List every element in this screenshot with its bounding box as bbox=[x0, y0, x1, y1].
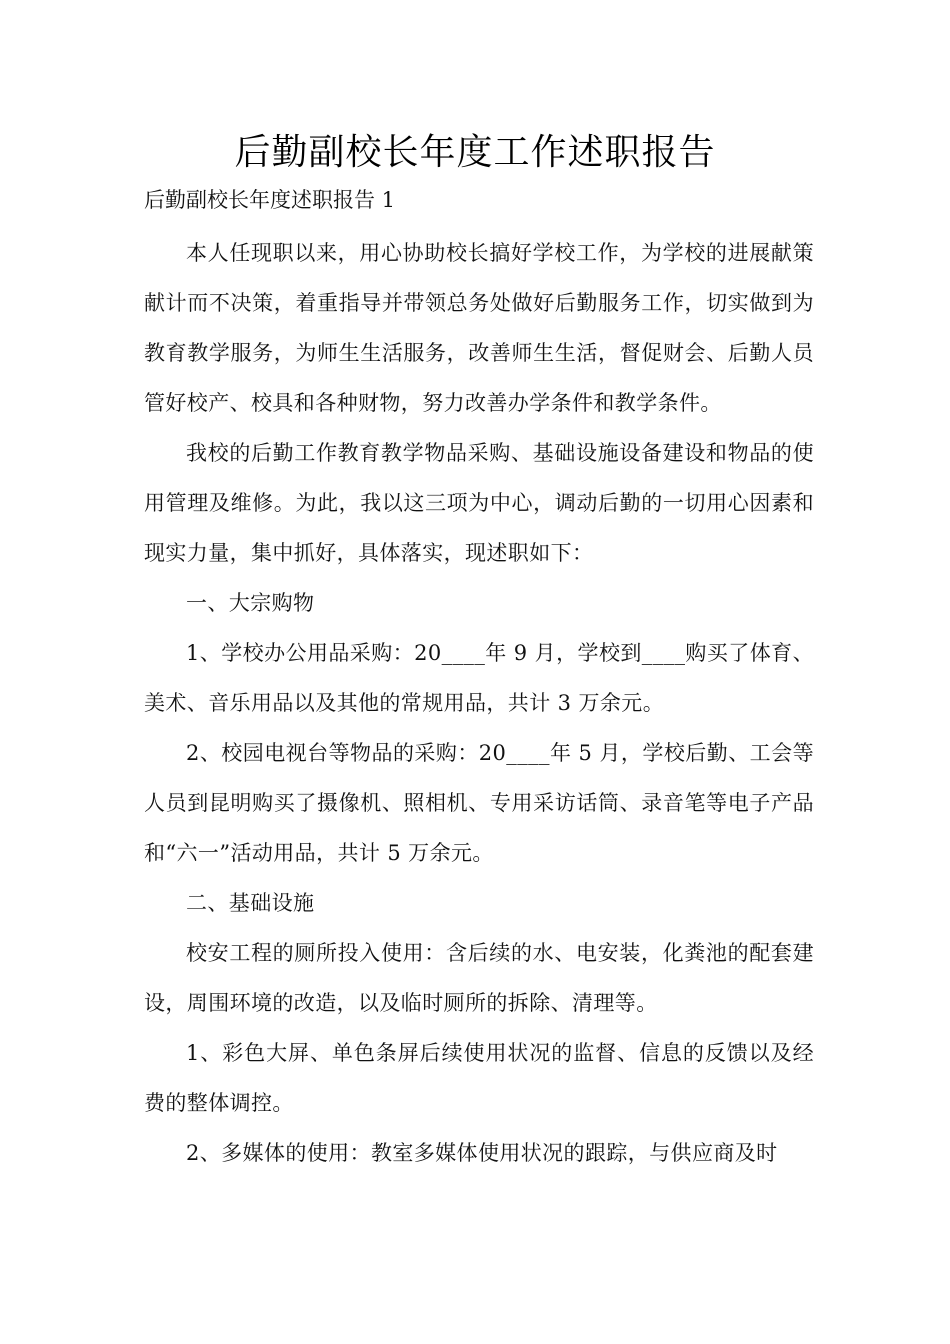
paragraph-toilet-project: 校安工程的厕所投入使用：含后续的水、电安装，化粪池的配套建设，周围环境的改造，以及临时厕所的拆除、清理等。 bbox=[144, 941, 814, 1015]
paragraph-screens: 1、彩色大屏、单色条屏后续使用状况的监督、信息的反馈以及经费的整体调控。 bbox=[144, 1041, 814, 1115]
document-body bbox=[144, 228, 814, 1178]
paragraph-multimedia: 2、多媒体的使用：教室多媒体使用状况的跟踪，与供应商及时 bbox=[186, 1141, 778, 1165]
section-heading-infrastructure: 二、基础设施 bbox=[186, 891, 315, 915]
section-heading-purchasing: 一、大宗购物 bbox=[186, 591, 315, 615]
paragraph-tv-station: 2、校园电视台等物品的采购：20____年 5 月，学校后勤、工会等人员到昆明购买了摄像机、照相机、专用采访话筒、录音笔等电子产品和“六一”活动用品，共计 5 万余元。 bbox=[144, 741, 814, 865]
document-title: 后勤副校长年度工作述职报告 bbox=[234, 132, 716, 173]
paragraph-intro: 本人任现职以来，用心协助校长搞好学校工作，为学校的进展献策献计而不决策，着重指导并带领总务处做好后勤服务工作，切实做到为教育教学服务，为师生生活服务，改善师生生活，督促财会、后勤人员管好校产、校具和各种财物，努力改善办学条件和教学条件。 bbox=[144, 241, 814, 415]
paragraph-overview: 我校的后勤工作教育教学物品采购、基础设施设备建设和物品的使用管理及维修。为此，我以这三项为中心，调动后勤的一切用心因素和现实力量，集中抓好，具体落实，现述职如下： bbox=[144, 441, 814, 565]
document-subtitle: 后勤副校长年度述职报告 1 bbox=[144, 188, 396, 212]
paragraph-office-supplies: 1、学校办公用品采购：20____年 9 月，学校到____购买了体育、美术、音乐用品以及其他的常规用品，共计 3 万余元。 bbox=[144, 641, 814, 715]
